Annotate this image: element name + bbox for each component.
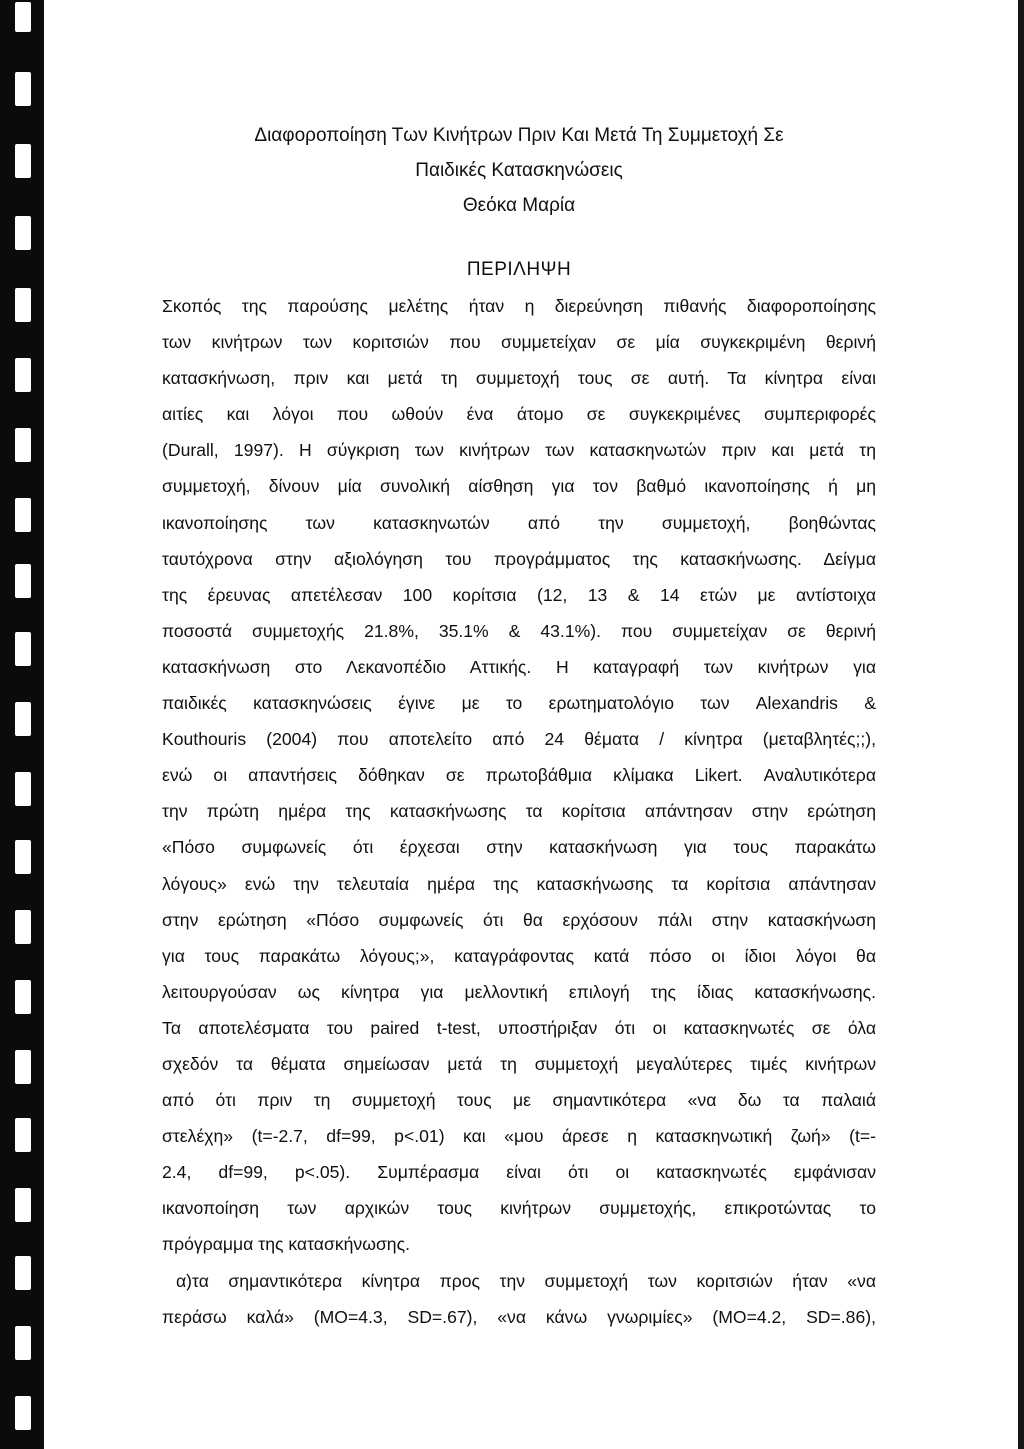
film-perforation xyxy=(15,1396,31,1430)
abstract-line: της έρευνας απετέλεσαν 100 κορίτσια (12, 13 & 14 ετών με αντίστοιχα xyxy=(162,584,876,605)
abstract-line: ικανοποίησης των κατασκηνωτών από την συμμετοχή, βοηθώντας xyxy=(162,512,876,533)
abstract-line: ενώ οι απαντήσεις δόθηκαν σε πρωτοβάθμια κλίμακα Likert. Αναλυτικότερα xyxy=(162,765,876,786)
abstract-line: συμμετοχή, δίνουν μία συνολική αίσθηση για τον βαθμό ικανοποίησης ή μη xyxy=(162,476,876,497)
film-perforation xyxy=(15,2,31,32)
abstract-line: στην ερώτηση «Πόσο συμφωνείς ότι θα ερχόσουν πάλι στην κατασκήνωση xyxy=(162,909,876,930)
abstract-line: κατασκήνωση, πριν και μετά τη συμμετοχή τους σε αυτή. Τα κίνητρα είναι xyxy=(162,368,876,389)
abstract-line: Kouthouris (2004) που αποτελείτο από 24 θέματα / κίνητρα (μεταβλητές;;), xyxy=(162,729,876,750)
film-perforation xyxy=(15,772,31,806)
abstract-line: πρόγραμμα της κατασκήνωσης. xyxy=(162,1234,410,1255)
film-perforation xyxy=(15,1188,31,1222)
film-perforation xyxy=(15,428,31,462)
abstract-line: για τους παρακάτω λόγους;», καταγράφοντας κατά πόσο οι ίδιοι λόγοι θα xyxy=(162,945,876,966)
film-perforation xyxy=(15,1256,31,1290)
film-perforation xyxy=(15,564,31,598)
film-perforation xyxy=(15,498,31,532)
document-title-line-2: Παιδικές Κατασκηνώσεις xyxy=(415,160,623,181)
document-title-line-1: Διαφοροποίηση Των Κινήτρων Πριν Και Μετά Τη Συμμετοχή Σε xyxy=(254,125,784,146)
abstract-body xyxy=(162,288,876,1335)
abstract-line: την πρώτη ημέρα της κατασκήνωσης τα κορίτσια απάντησαν στην ερώτηση xyxy=(162,801,876,822)
film-perforation xyxy=(15,358,31,392)
abstract-line: ποσοστά συμμετοχής 21.8%, 35.1% & 43.1%). που συμμετείχαν σε θερινή xyxy=(162,620,876,641)
abstract-line: αιτίες και λόγοι που ωθούν ένα άτομο σε συγκεκριμένες συμπεριφορές xyxy=(162,404,876,425)
abstract-line: Σκοπός της παρούσης μελέτης ήταν η διερεύνηση πιθανής διαφοροποίησης xyxy=(162,296,876,316)
document-page xyxy=(162,122,876,1335)
abstract-line: (Durall, 1997). Η σύγκριση των κινήτρων των κατασκηνωτών πριν και μετά τη xyxy=(162,440,876,461)
abstract-line: Τα αποτελέσματα του paired t-test, υποστήριξαν ότι οι κατασκηνωτές σε όλα xyxy=(162,1017,876,1038)
film-perforation xyxy=(15,144,31,178)
film-perforation xyxy=(15,1050,31,1084)
film-perforation xyxy=(15,980,31,1014)
scan-right-border xyxy=(1018,0,1024,1449)
document-author: Θεόκα Μαρία xyxy=(462,195,576,216)
film-perforation xyxy=(15,702,31,736)
abstract-line: από ότι πριν τη συμμετοχή τους με σημαντικότερα «να δω τα παλαιά xyxy=(162,1090,876,1111)
film-perforation xyxy=(15,72,31,106)
scan-film-strip xyxy=(0,0,44,1449)
film-perforation xyxy=(15,1326,31,1360)
abstract-line: στελέχη» (t=-2.7, df=99, p<.01) και «μου άρεσε η κατασκηνωτική ζωή» (t=- xyxy=(162,1126,876,1147)
abstract-line: λόγους» ενώ την τελευταία ημέρα της κατασκήνωσης τα κορίτσια απάντησαν xyxy=(162,873,876,894)
abstract-line: α)τα σημαντικότερα κίνητρα προς την συμμετοχή των κοριτσιών ήταν «να xyxy=(176,1270,876,1291)
film-perforation xyxy=(15,288,31,322)
abstract-line: σχεδόν τα θέματα σημείωσαν μετά τη συμμετοχή μεγαλύτερες τιμές κινήτρων xyxy=(162,1053,876,1074)
abstract-line: ταυτόχρονα στην αξιολόγηση του προγράμματος της κατασκήνωσης. Δείγμα xyxy=(162,548,876,569)
abstract-line: λειτουργούσαν ως κίνητρα για μελλοντική επιλογή της ίδιας κατασκήνωσης. xyxy=(162,981,876,1002)
abstract-line: παιδικές κατασκηνώσεις έγινε με το ερωτηματολόγιο των Alexandris & xyxy=(162,693,876,714)
abstract-line: 2.4, df=99, p<.05). Συμπέρασμα είναι ότι οι κατασκηνωτές εμφάνισαν xyxy=(162,1162,876,1183)
abstract-line: ικανοποίηση των αρχικών τους κινήτρων συμμετοχής, επικροτώντας το xyxy=(162,1198,876,1219)
abstract-line: των κινήτρων των κοριτσιών που συμμετείχαν σε μία συγκεκριμένη θερινή xyxy=(162,332,876,353)
abstract-line: κατασκήνωση στο Λεκανοπέδιο Αττικής. Η καταγραφή των κινήτρων για xyxy=(162,656,876,677)
abstract-line: «Πόσο συμφωνείς ότι έρχεσαι στην κατασκήνωση για τους παρακάτω xyxy=(162,837,876,858)
abstract-line: περάσω καλά» (MO=4.3, SD=.67), «να κάνω γνωριμίες» (MO=4.2, SD=.86), xyxy=(162,1306,876,1327)
film-perforation xyxy=(15,840,31,874)
film-perforation xyxy=(15,632,31,666)
film-perforation xyxy=(15,910,31,944)
film-perforation xyxy=(15,216,31,250)
film-perforation xyxy=(15,1118,31,1152)
abstract-heading: ΠΕΡΙΛΗΨΗ xyxy=(466,259,572,280)
